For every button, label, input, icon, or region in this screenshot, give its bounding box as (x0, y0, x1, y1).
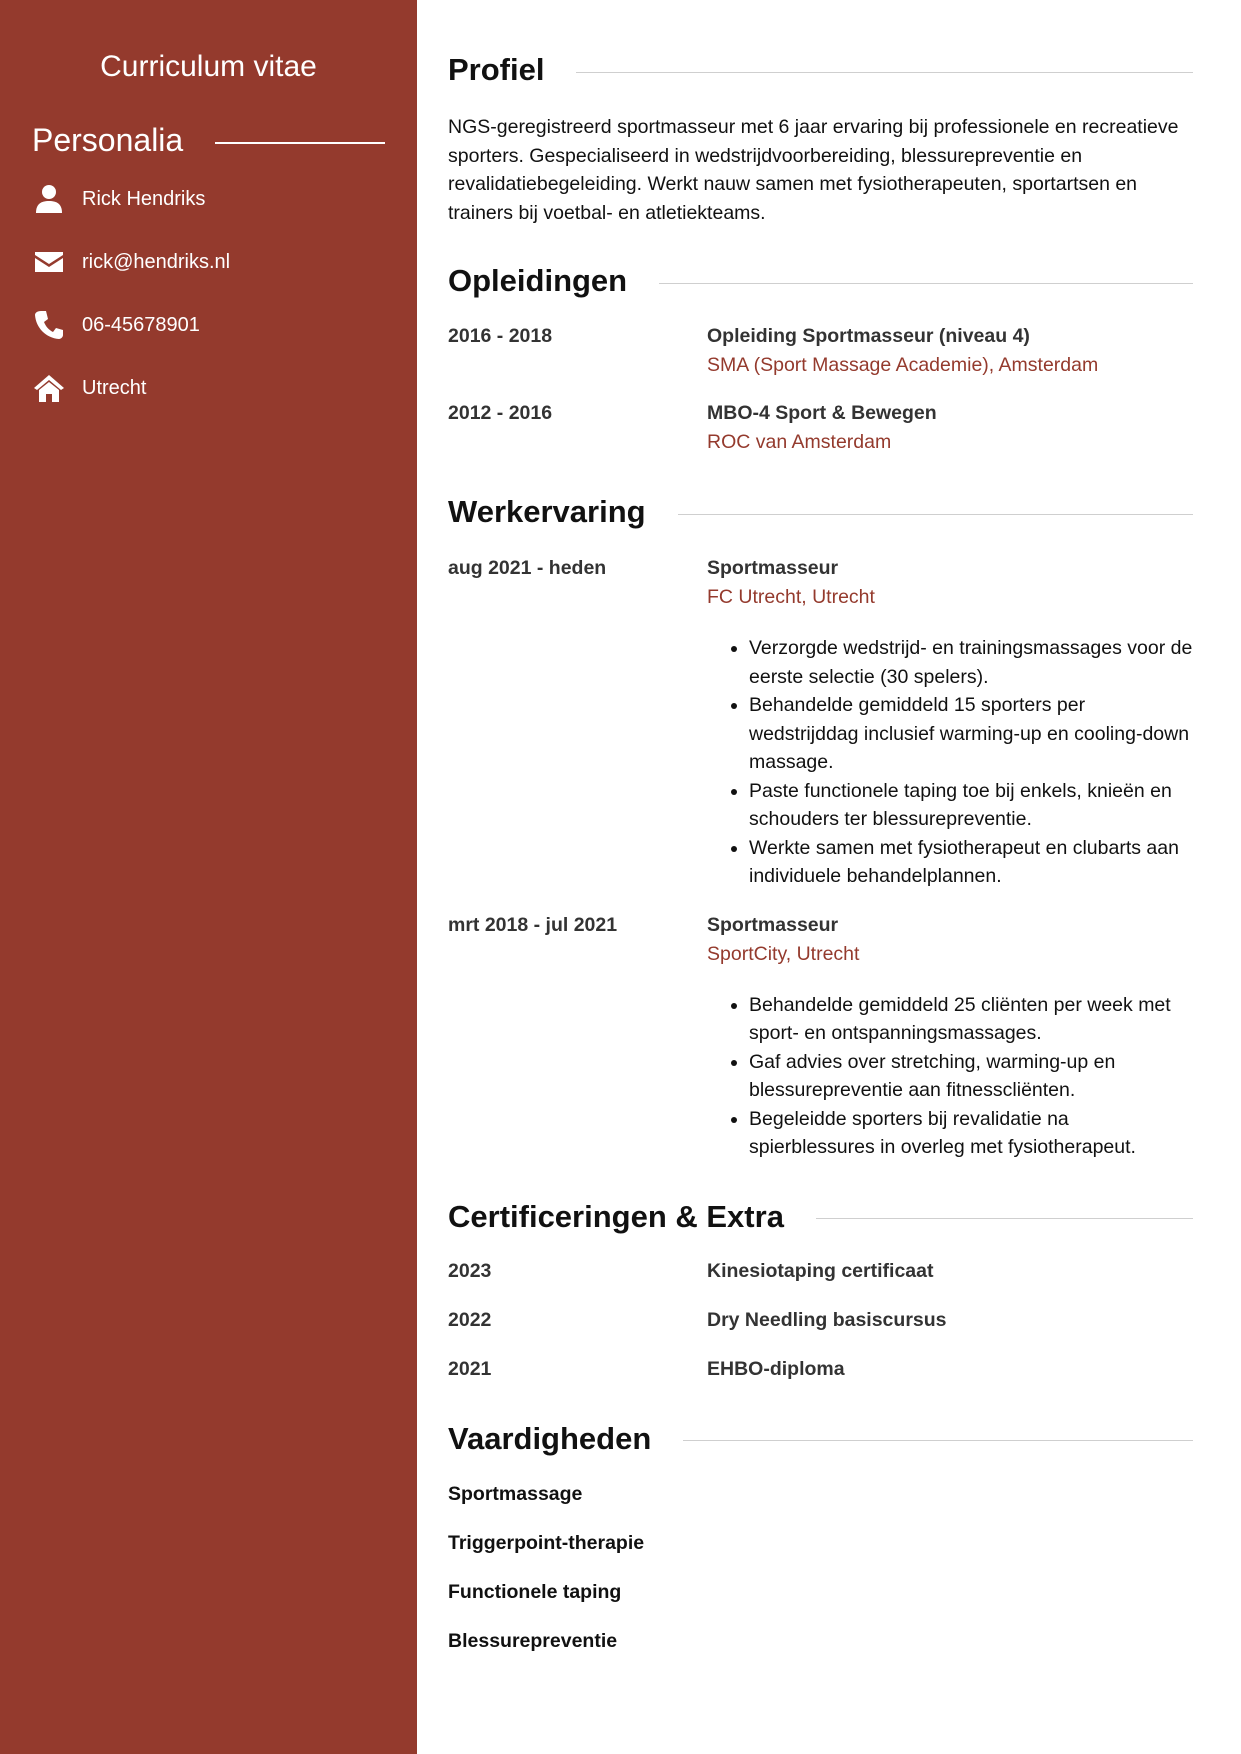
bullet-item: • Verzorgde wedstrijd- en trainingsmassages voor de eerste selectie (30 spelers). (749, 634, 1193, 691)
entry-title: Sportmasseur (707, 557, 839, 579)
entry-title: MBO-4 Sport & Bewegen (707, 402, 937, 424)
certification-entry (448, 1306, 1193, 1335)
entry-title: EHBO-diploma (707, 1357, 845, 1380)
certifications-heading-row (448, 1199, 1193, 1235)
personalia-heading-row (32, 122, 385, 159)
education-entry (448, 322, 1193, 380)
bullet-item: • Werkte samen met fysiotherapeut en clubarts aan individuele behandelplannen. (749, 834, 1193, 891)
skill-item: Sportmassage (448, 1482, 583, 1505)
certification-entry (448, 1355, 1193, 1384)
skill-item: Triggerpoint-therapie (448, 1531, 645, 1554)
entry-org: SportCity, Utrecht (707, 942, 860, 965)
profile-heading-row (448, 52, 1193, 88)
section-rule (816, 1218, 1193, 1219)
personalia-heading: Personalia (32, 122, 184, 158)
entry-title: Dry Needling basiscursus (707, 1308, 947, 1331)
cv-title: Curriculum vitae (100, 50, 317, 83)
certifications-heading: Certificeringen & Extra (448, 1198, 784, 1234)
bullet-item: • Behandelde gemiddeld 15 sporters per wedstrijddag inclusief warming-up en cooling-down massage. (749, 691, 1193, 777)
skills-heading-row (448, 1421, 1193, 1457)
bullet-item: • Behandelde gemiddeld 25 cliënten per week met sport- en ontspanningsmassages. (749, 991, 1193, 1048)
contact-name-text: Rick Hendriks (82, 187, 206, 210)
skills-section (448, 1421, 1193, 1656)
skill-item: Functionele taping (448, 1580, 622, 1603)
entry-body (707, 399, 1193, 457)
bullet-item: • Paste functionele taping toe bij enkels, knieën en schouders ter blessurepreventie. (749, 777, 1193, 834)
entry-date: 2016 - 2018 (448, 325, 553, 347)
entry-bullets (707, 634, 1193, 891)
contact-name (32, 181, 385, 217)
entry-body (707, 322, 1193, 380)
contact-list (32, 181, 385, 406)
section-rule (678, 514, 1193, 515)
entry-org: SMA (Sport Massage Academie), Amsterdam (707, 354, 1099, 376)
entry-date: aug 2021 - heden (448, 557, 607, 579)
user-icon (32, 182, 66, 216)
phone-icon (32, 308, 66, 342)
profile-text: NGS-geregistreerd sportmasseur met 6 jaar ervaring bij professionele en recreatieve sporters. Gespecialiseerd in wedstrijdvoorbereiding, blessurepreventie en revalidatiebegeleiding. Werkt nauw samen met fysiotherapeuten, sportartsen en trainers bij voetbal- en atletiekteams. (448, 116, 1179, 224)
entry-org: FC Utrecht, Utrecht (707, 586, 875, 608)
contact-email-text[interactable]: rick@hendriks.nl (82, 250, 231, 273)
entry-date: 2012 - 2016 (448, 402, 553, 424)
contact-phone (32, 307, 385, 343)
education-heading: Opleidingen (448, 263, 628, 298)
entry-body (707, 911, 1193, 1162)
bullet-item: • Gaf advies over stretching, warming-up en blessurepreventie aan fitnesscliënten. (749, 1048, 1193, 1105)
entry-org: ROC van Amsterdam (707, 431, 892, 453)
section-rule (683, 1440, 1193, 1441)
profile-section (448, 52, 1193, 227)
contact-city-text: Utrecht (82, 376, 147, 399)
section-rule (659, 283, 1193, 284)
entry-body (707, 1306, 1193, 1335)
contact-city (32, 370, 385, 406)
experience-entry (448, 554, 1193, 891)
experience-heading: Werkervaring (448, 494, 646, 529)
experience-section (448, 494, 1193, 1162)
envelope-icon (32, 245, 66, 279)
education-section (448, 263, 1193, 457)
entry-title: Sportmasseur (707, 913, 839, 936)
experience-entry (448, 911, 1193, 1162)
certification-entry (448, 1257, 1193, 1286)
education-entry (448, 399, 1193, 457)
entry-body (707, 1257, 1193, 1286)
entry-bullets (707, 991, 1193, 1162)
experience-heading-row (448, 494, 1193, 530)
entry-body (707, 554, 1193, 891)
entry-body (707, 1355, 1193, 1384)
entry-date: mrt 2018 - jul 2021 (448, 913, 618, 936)
entry-date: 2023 (448, 1259, 492, 1282)
entry-title: Kinesiotaping certificaat (707, 1259, 934, 1282)
profile-heading: Profiel (448, 52, 545, 87)
certifications-section (448, 1199, 1193, 1384)
education-heading-row (448, 263, 1193, 299)
entry-title: Opleiding Sportmasseur (niveau 4) (707, 325, 1030, 347)
sidebar (0, 0, 417, 1754)
bullet-item: • Begeleidde sporters bij revalidatie na spierblessures in overleg met fysiotherapeut. (749, 1105, 1193, 1162)
entry-date: 2021 (448, 1357, 492, 1380)
section-rule (576, 72, 1193, 73)
main-content (417, 0, 1241, 1754)
personalia-rule (215, 142, 385, 144)
contact-phone-text[interactable]: 06-45678901 (82, 313, 200, 336)
contact-email (32, 244, 385, 280)
skills-heading: Vaardigheden (448, 1420, 652, 1456)
entry-date: 2022 (448, 1308, 492, 1331)
home-icon (32, 371, 66, 405)
skill-item: Blessurepreventie (448, 1629, 618, 1652)
